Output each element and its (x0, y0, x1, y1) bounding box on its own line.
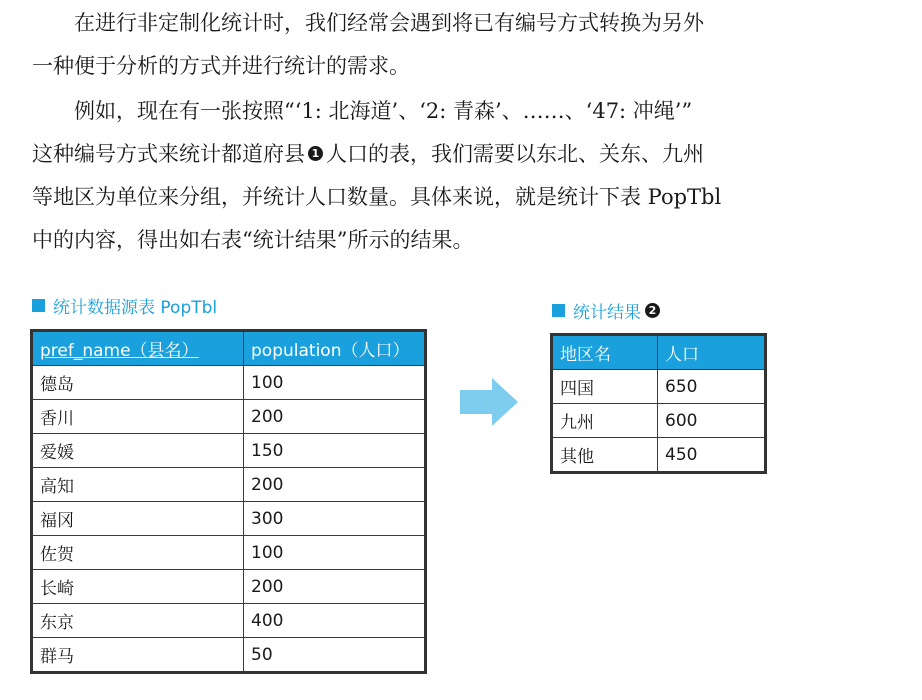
table-cell: 50 (244, 638, 426, 673)
table-cell: 100 (244, 366, 426, 400)
table-row (32, 604, 426, 638)
table-cell: 450 (658, 438, 766, 473)
table-cell: 200 (244, 468, 426, 502)
table-row (32, 400, 426, 434)
table-row (32, 468, 426, 502)
table-cell: 东京 (32, 604, 244, 638)
table-cell: 高知 (32, 468, 244, 502)
paragraph-line (32, 133, 852, 176)
paragraph-line: 在进行非定制化统计时，我们经常会遇到将已有编号方式转换为另外 (74, 11, 704, 35)
table-cell: 300 (244, 502, 426, 536)
table-cell: 400 (244, 604, 426, 638)
column-header-population: population（人口） (244, 331, 426, 366)
example-paragraph (32, 90, 852, 262)
column-header-pref-name: pref_name（县名） (32, 331, 244, 366)
paragraph-line: 例如，现在有一张按照“‘1: 北海道’、‘2: 青森’、……、‘47: 冲绳’” (74, 99, 693, 123)
table-cell: 100 (244, 536, 426, 570)
table-cell: 长崎 (32, 570, 244, 604)
table-row (32, 502, 426, 536)
table-row (32, 366, 426, 400)
table-cell: 200 (244, 570, 426, 604)
table-cell: 德岛 (32, 366, 244, 400)
right-arrow-icon (460, 378, 518, 426)
table-cell: 九州 (552, 404, 658, 438)
table-row (552, 370, 766, 404)
table-cell: 650 (658, 370, 766, 404)
source-table-title (32, 293, 217, 318)
table-cell: 香川 (32, 400, 244, 434)
table-cell: 爱媛 (32, 434, 244, 468)
table-row (552, 438, 766, 473)
footnote-marker-2: 2 (645, 303, 660, 318)
table-row (552, 404, 766, 438)
footnote-marker-1: 1 (308, 146, 323, 161)
source-table-title-text: 统计数据源表 PopTbl (53, 298, 218, 318)
table-cell: 群马 (32, 638, 244, 673)
table-cell: 150 (244, 434, 426, 468)
table-header-row (552, 335, 766, 370)
table-row (32, 536, 426, 570)
table-cell: 福冈 (32, 502, 244, 536)
table-cell: 其他 (552, 438, 658, 473)
paragraph-line: 等地区为单位来分组，并统计人口数量。具体来说，就是统计下表 PopTbl (32, 185, 722, 209)
intro-paragraph (32, 2, 852, 88)
square-bullet-icon (552, 304, 565, 317)
column-header-region: 地区名 (552, 335, 658, 370)
result-table-title-text: 统计结果 (573, 303, 641, 323)
table-row (32, 434, 426, 468)
result-table-title (552, 298, 663, 323)
table-cell: 佐贺 (32, 536, 244, 570)
square-bullet-icon (32, 299, 45, 312)
paragraph-line: 一种便于分析的方式并进行统计的需求。 (32, 54, 410, 78)
source-table (30, 329, 427, 674)
result-table (550, 333, 767, 474)
table-row (32, 570, 426, 604)
table-cell: 四国 (552, 370, 658, 404)
column-header-population: 人口 (658, 335, 766, 370)
paragraph-text: 这种编号方式来统计都道府县 (32, 142, 305, 166)
paragraph-line: 中的内容，得出如右表“统计结果”所示的结果。 (32, 228, 474, 252)
table-row (32, 638, 426, 673)
paragraph-text: 人口的表，我们需要以东北、关东、九州 (326, 142, 704, 166)
table-cell: 200 (244, 400, 426, 434)
table-cell: 600 (658, 404, 766, 438)
table-header-row (32, 331, 426, 366)
